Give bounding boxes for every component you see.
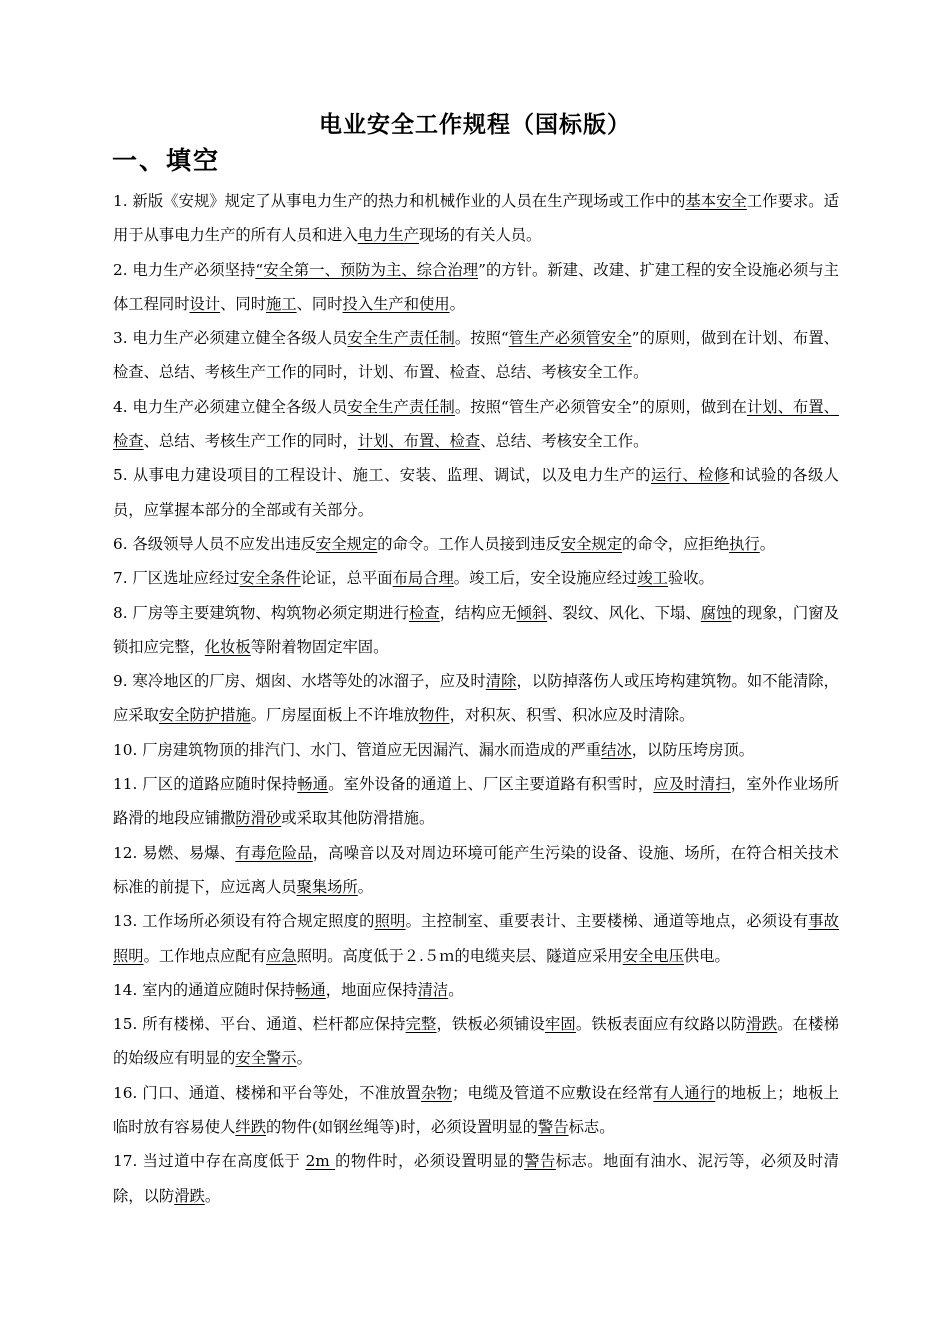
answer-blank: 安全规定 bbox=[316, 534, 378, 553]
list-item bbox=[113, 561, 839, 595]
answer-blank: 应急 bbox=[266, 946, 297, 965]
item-text: ，室外作业场所路滑的地段应铺撒 bbox=[113, 775, 839, 828]
answer-blank: 照明 bbox=[374, 912, 406, 931]
item-text: 、同时 bbox=[296, 294, 343, 313]
answer-blank: 检查 bbox=[408, 603, 440, 622]
item-text: 等附着物固定牢固。 bbox=[250, 637, 389, 656]
list-item bbox=[113, 904, 839, 973]
item-text: 验收。 bbox=[667, 569, 714, 588]
list-item bbox=[113, 1007, 839, 1076]
answer-blank: 执行 bbox=[729, 534, 760, 553]
item-text: 。 bbox=[357, 877, 374, 896]
item-text: 电力生产必须建立健全各级人员 bbox=[127, 329, 348, 348]
item-text: 的物件时，必须设置明显的 bbox=[335, 1152, 525, 1171]
answer-blank: 畅通 bbox=[295, 980, 326, 999]
item-text: 从事电力建设项目的工程设计、施工、安装、监理、调试，以及电力生产的 bbox=[127, 466, 651, 485]
list-item bbox=[113, 973, 839, 1007]
answer-blank: 清除 bbox=[485, 672, 517, 691]
answer-blank: 安全生产责任制 bbox=[347, 329, 455, 348]
item-number: 5. bbox=[113, 466, 128, 485]
item-number: 6. bbox=[113, 534, 128, 553]
answer-blank: 竣工 bbox=[637, 569, 668, 588]
list-item bbox=[113, 253, 839, 322]
item-number: 17. bbox=[113, 1152, 138, 1171]
item-text: 。室外设备的通道上、厂区主要道路有积雪时， bbox=[328, 775, 654, 794]
item-text: 照明。高度低于２.５ｍ的电缆夹层、隧道应采用 bbox=[296, 946, 623, 965]
list-item bbox=[113, 664, 839, 733]
answer-blank: 设计 bbox=[189, 294, 221, 313]
item-text: 的现象，门窗及锁扣应完整， bbox=[113, 603, 839, 656]
item-number: 7. bbox=[113, 569, 128, 588]
item-text: 室内的通道应随时保持 bbox=[137, 980, 296, 999]
item-text: ，以防压垮房顶。 bbox=[631, 740, 755, 759]
item-text: 当过道中存在高度低于 bbox=[137, 1152, 306, 1171]
answer-blank: 安全防护措施 bbox=[158, 706, 251, 725]
answer-blank: 滑跌 bbox=[746, 1015, 778, 1034]
item-text: 。主控制室、重要表计、主要楼梯、通道等地点，必须设有 bbox=[405, 912, 809, 931]
answer-blank: 畅通 bbox=[297, 775, 329, 794]
answer-blank: 2m bbox=[305, 1152, 336, 1171]
item-number: 2. bbox=[113, 260, 128, 279]
item-text: 。厂房屋面板上不许堆放 bbox=[250, 706, 419, 725]
item-text: 的物件(如钢丝绳等)时，必须设置明显的 bbox=[266, 1118, 538, 1137]
item-text: 、裂纹、风化、下塌、 bbox=[547, 603, 701, 622]
section-heading: 一、填空 bbox=[112, 146, 221, 175]
item-text: 所有楼梯、平台、通道、栏杆都应保持 bbox=[137, 1015, 406, 1034]
item-text: ”的原则，做到在计划、布置、检查、总结、考核生产工作的同时，计划、布置、检查、总结、考核安全工作。 bbox=[113, 329, 839, 382]
item-text: ，铁板必须铺设 bbox=[436, 1015, 545, 1034]
item-text: 。按照“管生产必须管安全”的原则，做到在 bbox=[454, 397, 747, 416]
answer-blank: 牢固 bbox=[544, 1015, 576, 1034]
list-item bbox=[113, 836, 839, 905]
answer-blank: 倾斜 bbox=[516, 603, 548, 622]
item-number: 3. bbox=[113, 329, 128, 348]
item-text: 电力生产必须坚持 bbox=[127, 260, 256, 279]
answer-blank: 有人通行 bbox=[653, 1083, 716, 1102]
answer-blank: 警告 bbox=[537, 1118, 569, 1137]
answer-blank: 施工 bbox=[266, 294, 297, 313]
answer-blank: 有毒危险品 bbox=[235, 843, 313, 862]
item-number: 13. bbox=[113, 912, 138, 931]
list-item bbox=[113, 527, 839, 561]
item-number: 16. bbox=[113, 1083, 138, 1102]
answer-blank: 聚集场所 bbox=[296, 877, 358, 896]
item-number: 1. bbox=[113, 192, 128, 210]
item-text: 的命令。工作人员接到违反 bbox=[377, 534, 561, 553]
answer-blank: 安全警示 bbox=[235, 1049, 297, 1068]
item-number: 14. bbox=[113, 980, 138, 999]
item-number: 11. bbox=[113, 775, 138, 794]
item-text: ，地面应保持 bbox=[325, 980, 418, 999]
item-text: 或采取其他防滑措施。 bbox=[281, 809, 435, 828]
item-text: 。在楼梯的始级应有明显的 bbox=[113, 1015, 839, 1068]
item-text: 、总结、考核安全工作。 bbox=[480, 432, 649, 451]
item-text: 的地板上；地板上临时放有容易使人 bbox=[113, 1083, 839, 1137]
item-text: 。竣工后，安全设施应经过 bbox=[453, 569, 638, 588]
item-number: 12. bbox=[113, 843, 138, 862]
item-text: 供电。 bbox=[683, 946, 730, 965]
list-item bbox=[113, 596, 839, 665]
list-item bbox=[113, 184, 839, 253]
answer-blank: 滑跌 bbox=[174, 1186, 205, 1205]
item-text: 。铁板表面应有纹路以防 bbox=[575, 1015, 747, 1034]
answer-blank: 防滑砂 bbox=[235, 809, 282, 828]
answer-blank: 布局合理 bbox=[392, 569, 454, 588]
item-number: 4. bbox=[113, 397, 128, 416]
answer-blank: 事故照明 bbox=[113, 912, 839, 965]
item-text: 现场的有关人员。 bbox=[418, 226, 542, 245]
answer-blank: 计划、布置、检查 bbox=[357, 432, 481, 451]
item-text: ，结构应无 bbox=[439, 603, 517, 622]
answer-blank: 杂物 bbox=[421, 1083, 453, 1102]
answer-blank: 绊跌 bbox=[235, 1118, 266, 1137]
item-text: 论证，总平面 bbox=[300, 569, 393, 588]
item-text: 。按照“ bbox=[454, 329, 509, 348]
item-text: ，以防掉落伤人或压垮构建筑物。如不能清除，应采取 bbox=[113, 672, 839, 725]
item-number: 10. bbox=[113, 740, 138, 759]
item-text: 、同时 bbox=[220, 294, 267, 313]
answer-blank: 腐蚀 bbox=[700, 603, 732, 622]
document-title: 电业安全工作规程（国标版） bbox=[319, 112, 631, 138]
item-text: 厂房等主要建筑物、构筑物必须定期进行 bbox=[127, 603, 409, 622]
list-item bbox=[113, 458, 839, 527]
item-text: 。 bbox=[296, 1049, 312, 1068]
item-text: 和试验的各级人员，应掌握本部分的全部或有关部分。 bbox=[113, 466, 839, 519]
answer-blank: 应及时清扫 bbox=[653, 775, 731, 794]
item-text: 门口、通道、楼梯和平台等处，不准放置 bbox=[137, 1083, 422, 1102]
item-text: 寒冷地区的厂房、烟囱、水塔等处的冰溜子，应及时 bbox=[127, 672, 486, 691]
answer-blank: 化妆板 bbox=[204, 637, 251, 656]
answer-blank: 投入生产和使用 bbox=[342, 294, 450, 313]
item-text: 厂区的道路应随时保持 bbox=[137, 775, 298, 794]
item-text: ；电缆及管道不应敷设在经常 bbox=[452, 1083, 654, 1102]
list-item bbox=[113, 733, 839, 767]
item-text: 标志。地面有油水、泥污等，必须及时清除，以防 bbox=[113, 1152, 839, 1205]
answer-blank: 完整 bbox=[405, 1015, 437, 1034]
answer-blank: 运行、检修 bbox=[650, 466, 730, 485]
answer-blank: 安全生产责任制 bbox=[347, 397, 455, 416]
answer-blank: 安全规定 bbox=[560, 534, 623, 553]
item-text: 新版《安规》规定了从事电力生产的热力和机械作业的人员在生产现场或工作中的 bbox=[127, 192, 686, 210]
list-item bbox=[113, 321, 839, 390]
list-item bbox=[113, 767, 839, 836]
item-text: 。 bbox=[449, 294, 465, 313]
answer-blank: 安全电压 bbox=[622, 946, 684, 965]
list-item bbox=[113, 390, 839, 459]
item-number: 9. bbox=[113, 672, 128, 691]
item-text: 厂区选址应经过 bbox=[127, 569, 240, 588]
answer-blank: 结冰 bbox=[601, 740, 632, 759]
item-text: 。 bbox=[204, 1186, 221, 1205]
item-text: 工作场所必须设有符合规定照度的 bbox=[137, 912, 375, 931]
fill-in-items-list bbox=[113, 184, 839, 1213]
item-text: 工作要求。适用于从事电力生产的所有人员和进入 bbox=[113, 192, 839, 245]
answer-blank: 物件 bbox=[418, 706, 450, 725]
answer-blank: 基本安全 bbox=[685, 192, 747, 210]
answer-blank: 安全条件 bbox=[239, 569, 301, 588]
item-text: 。工作地点应配有 bbox=[143, 946, 266, 965]
answer-blank: 管生产必须管安全 bbox=[508, 329, 632, 348]
item-text: 。 bbox=[759, 534, 776, 553]
item-text: 。 bbox=[448, 980, 464, 999]
answer-blank: “安全第一、预防为主、综合治理 bbox=[255, 260, 479, 279]
item-text: 、总结、考核生产工作的同时， bbox=[143, 432, 358, 451]
list-item bbox=[113, 1144, 839, 1213]
item-number: 8. bbox=[113, 603, 128, 622]
answer-blank: 电力生产 bbox=[357, 226, 419, 245]
answer-blank: 计划、布置、检查 bbox=[113, 397, 839, 451]
item-text: 的命令，应拒绝 bbox=[622, 534, 730, 553]
item-text: ，高噪音以及对周边环境可能产生污染的设备、设施、场所，在符合相关技术标准的前提下，应远离人员 bbox=[113, 843, 839, 896]
item-text: ”的方针。新建、改建、扩建工程的安全设施必须与主体工程同时 bbox=[113, 260, 839, 313]
item-text: 电力生产必须建立健全各级人员 bbox=[127, 397, 348, 416]
answer-blank: 清洁 bbox=[417, 980, 449, 999]
item-text: ，对积灰、积雪、积冰应及时清除。 bbox=[449, 706, 695, 725]
list-item bbox=[113, 1076, 839, 1145]
item-text: 厂房建筑物顶的排汽门、水门、管道应无因漏汽、漏水而造成的严重 bbox=[137, 740, 602, 759]
item-text: 易燃、易爆、 bbox=[137, 843, 236, 862]
item-text: 标志。 bbox=[568, 1118, 615, 1137]
item-text: 各级领导人员不应发出违反 bbox=[127, 534, 317, 553]
item-number: 15. bbox=[113, 1015, 138, 1034]
answer-blank: 警告 bbox=[524, 1152, 556, 1171]
